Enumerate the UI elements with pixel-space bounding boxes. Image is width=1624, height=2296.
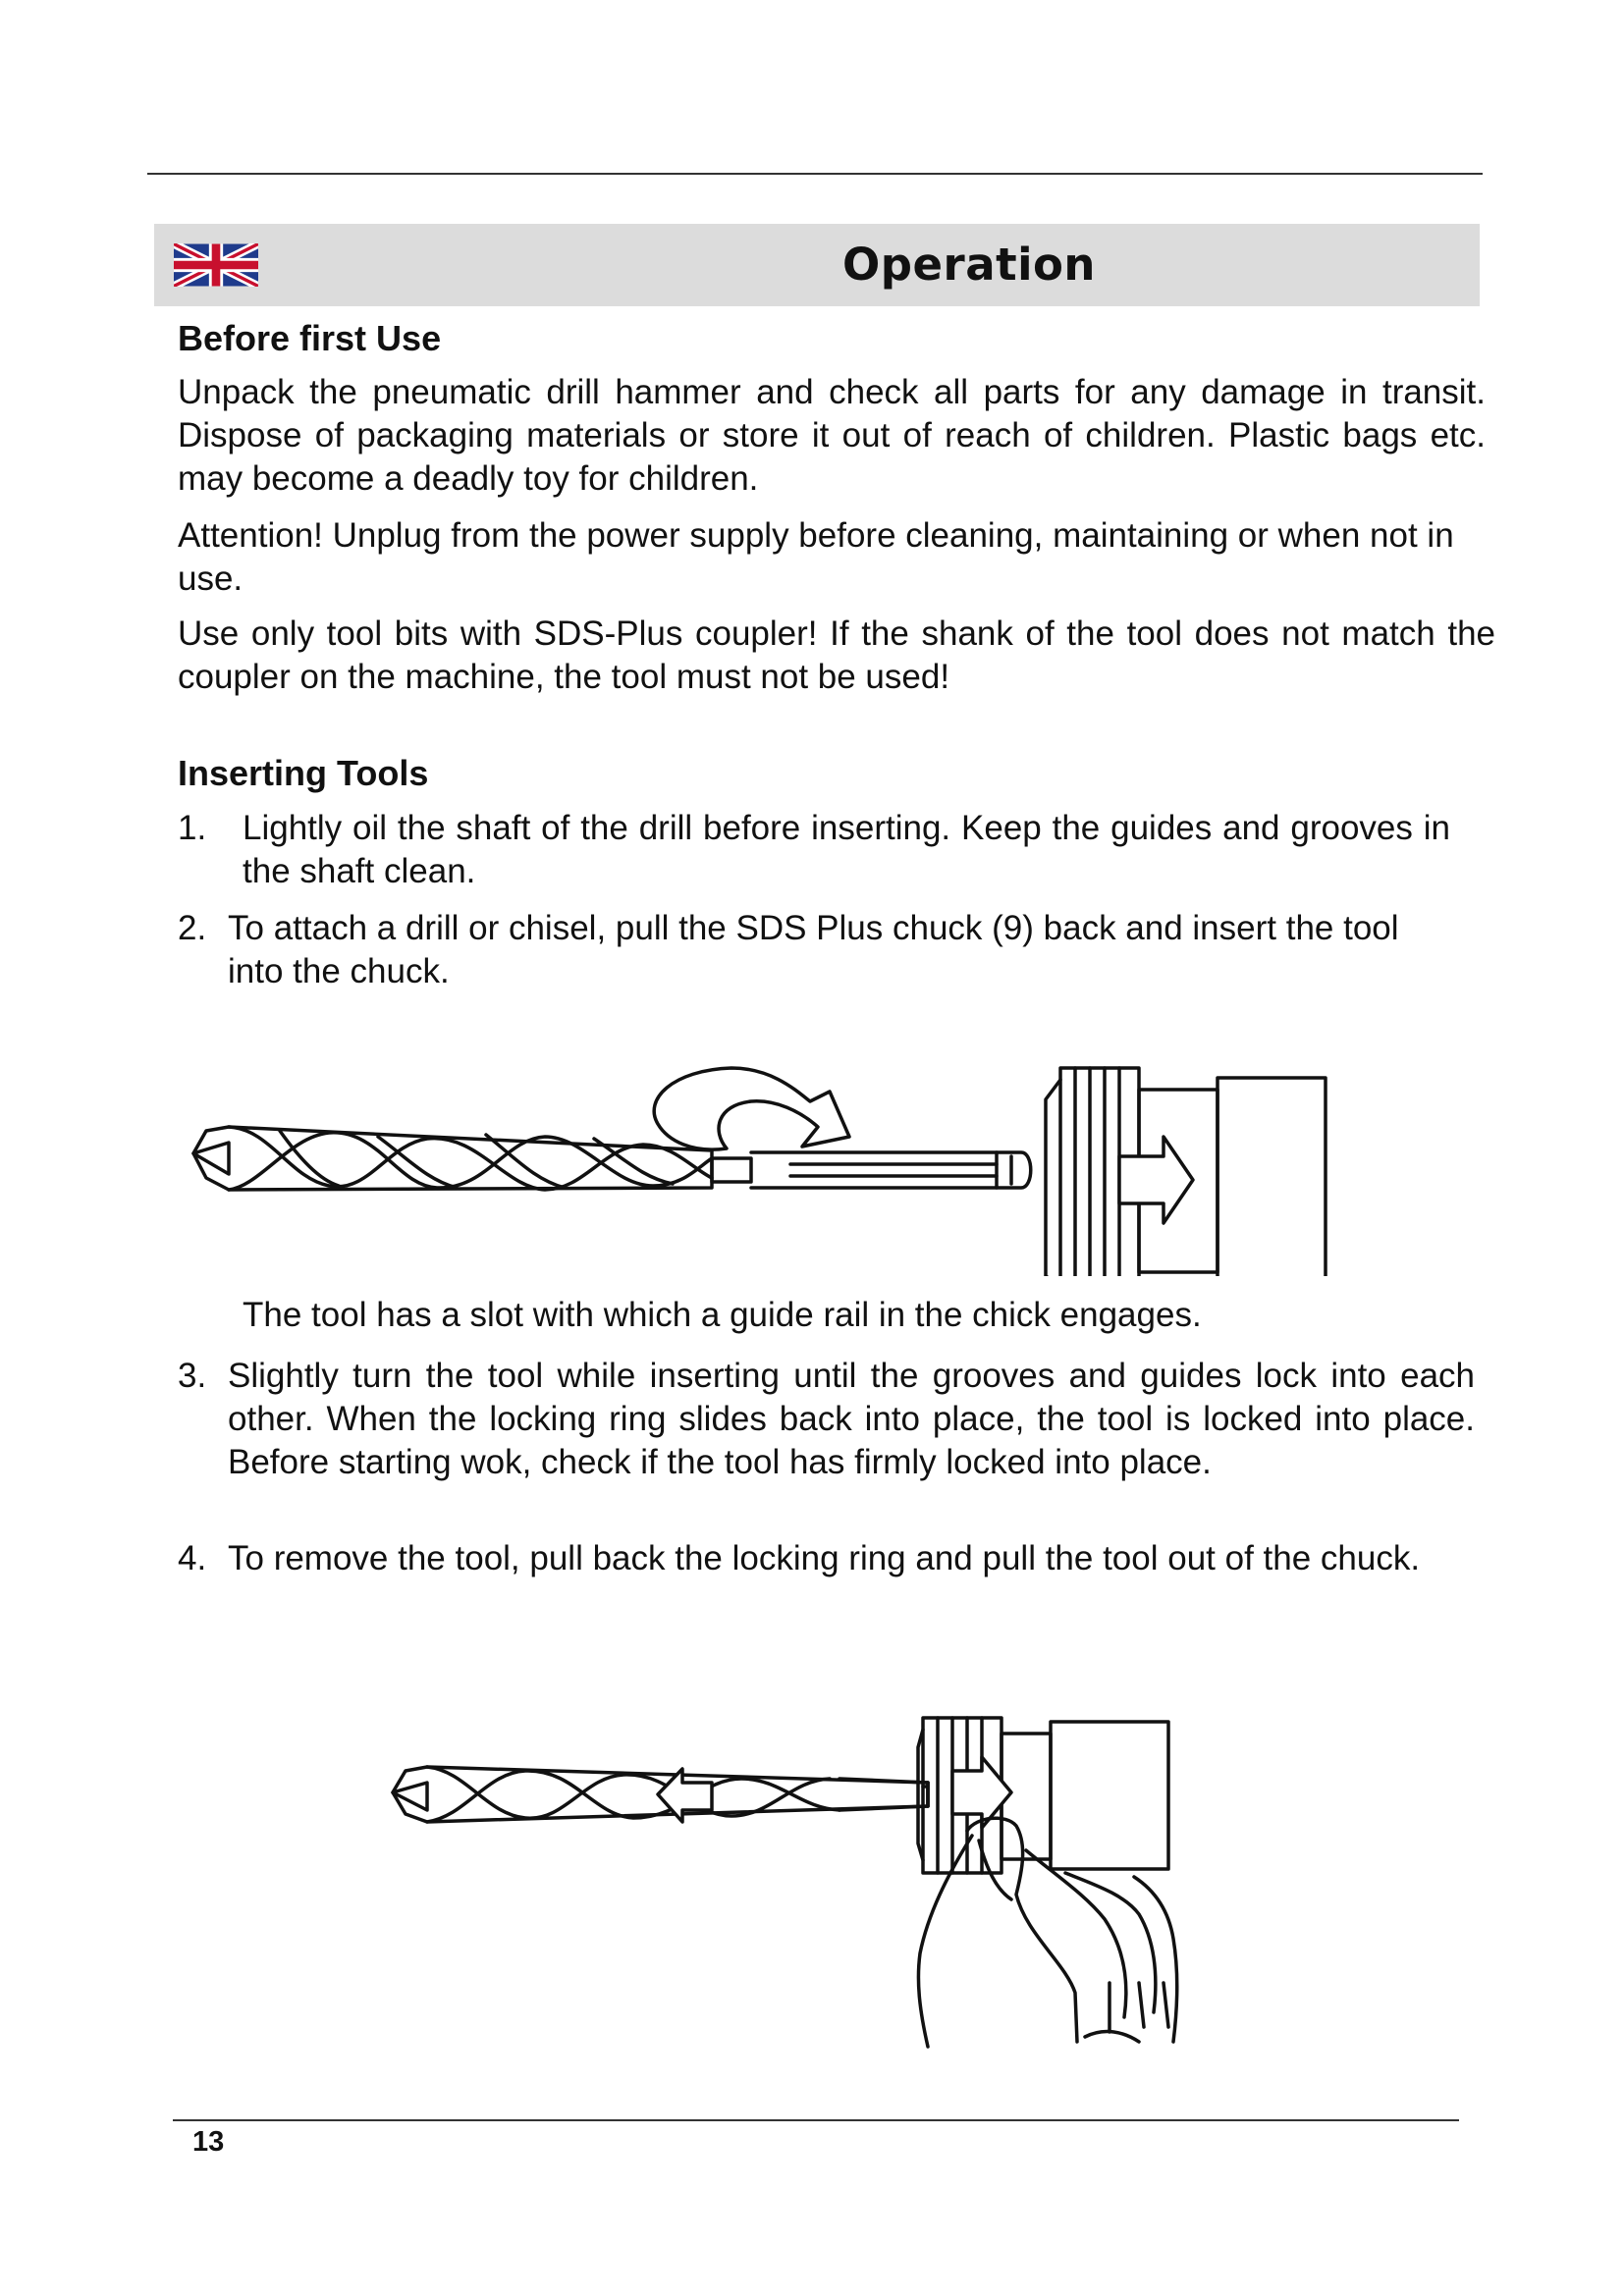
step-text <box>228 907 1445 993</box>
step-number: 3. <box>178 1357 207 1395</box>
step-text: Lightly oil the shaft of the drill before inserting. Keep the guides and grooves in the shaft clean. <box>243 809 1450 890</box>
page-number: 13 <box>192 2126 225 2158</box>
hand-illustration <box>918 1818 1176 2047</box>
figure-drill-bit-and-chuck <box>182 1021 1458 1276</box>
step-text-content: To attach a drill or chisel, pull the SDS Plus chuck (9) back and insert the tool into the chuck. <box>228 909 1399 990</box>
figure-removing-tool <box>378 1688 1242 2052</box>
step-number: 4. <box>178 1539 207 1577</box>
paragraph-attention: Attention! Unplug from the power supply before cleaning, maintaining or when not in use. <box>178 516 1454 598</box>
page-title: Operation <box>842 239 1096 291</box>
insert-arrow-icon <box>1119 1137 1193 1223</box>
top-divider <box>147 173 1483 175</box>
paragraph-unpack: Unpack the pneumatic drill hammer and check all parts for any damage in transit. Dispose of packaging materials or store it out of reach of children. Plastic bags etc. may become a deadly toy for children. <box>178 373 1486 498</box>
paragraph-sds-plus: Use only tool bits with SDS-Plus coupler! If the shank of the tool does not match the coupler on the machine, the tool must not be used! <box>178 614 1495 696</box>
rotate-arrow-icon <box>654 1068 849 1149</box>
figure-note: The tool has a slot with which a guide rail in the chick engages. <box>243 1296 1202 1334</box>
section-heading-before-first-use: Before first Use <box>178 318 442 358</box>
step-number: 1. <box>178 809 207 847</box>
chuck-illustration <box>918 1718 1168 1873</box>
drill-bit-illustration <box>193 1127 1031 1190</box>
step-text: To remove the tool, pull back the locking ring and pull the tool out of the chuck. <box>228 1539 1421 1577</box>
bottom-divider <box>173 2119 1459 2121</box>
step-text-content: Slightly turn the tool while inserting until the grooves and guides lock into each other. When the locking ring slides back into place, the tool is locked into place. Before starting wok, check if the tool has firmly locked into place. <box>228 1357 1475 1481</box>
step-number: 2. <box>178 909 207 947</box>
section-heading-inserting-tools: Inserting Tools <box>178 753 429 793</box>
step-text <box>228 1355 1475 1484</box>
chuck-illustration <box>1046 1068 1326 1276</box>
